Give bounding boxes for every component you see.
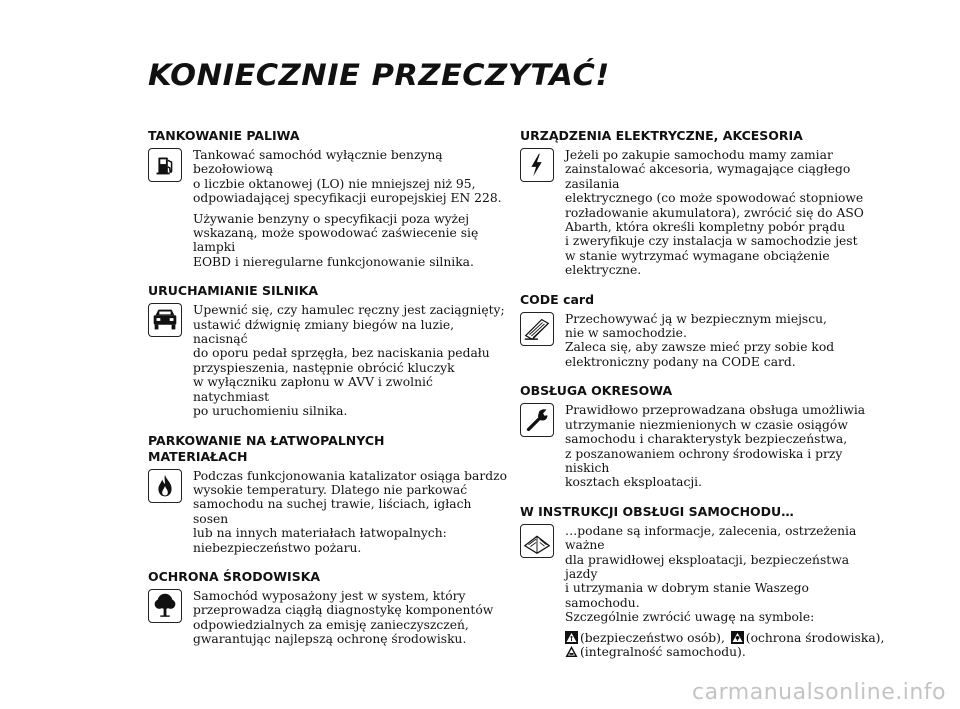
symbol-vehicle-line xyxy=(565,645,880,659)
paragraph: Jeżeli po zakupie samochodu mamy zamiar zainstalować akcesoria, wymagające ciągłego zasilania elektrycznego (co może spowodować stopniowe rozładowanie akumulatora), zwrócić się do ASO Abarth, która określi kompletny pobór prądu i zweryfikuje czy instalacja w samochodzie jest w stanie wytrzymać wymagane obciążenie elektryczne. xyxy=(565,148,864,278)
symbol-safety-line xyxy=(565,630,885,645)
section-engine-start xyxy=(148,283,508,418)
paragraph: Prawidłowo przeprowadzana obsługa umożliwia utrzymanie niezmienionych w czasie osiągów samochodu i charakterystyk bezpieczeństwa, z poszanowaniem ochrony środowiska i przy niskich kosztach eksploatacji. xyxy=(565,403,866,490)
tree-icon xyxy=(148,589,182,623)
section-heading: CODE card xyxy=(520,291,595,307)
section-body xyxy=(148,148,508,269)
section-heading: OCHRONA ŚRODOWISKA xyxy=(148,568,321,584)
code-card-icon xyxy=(520,312,554,346)
section-heading: URUCHAMIANIE SILNIKA xyxy=(148,283,319,299)
fuel-pump-icon xyxy=(148,148,182,182)
section-body xyxy=(148,303,508,418)
section-heading: URZĄDZENIA ELEKTRYCZNE, AKCESORIA xyxy=(520,128,803,143)
symbol-safety-text: (bezpieczeństwo osób), xyxy=(580,630,725,645)
right-column xyxy=(520,128,885,673)
section-heading: TANKOWANIE PALIWA xyxy=(148,128,300,143)
section-maintenance xyxy=(520,383,880,489)
environment-warning-icon xyxy=(731,631,744,644)
paragraph: …podane są informacje, zalecenia, ostrzeżenia ważne dla prawidłowej eksploatacji, bezpieczeństwa jazdy i utrzymania w dobrym stanie Waszego samochodu. Szczególnie zwrócić uwagę na symbole: xyxy=(565,523,857,625)
person-warning-icon xyxy=(565,631,578,644)
paragraph: Upewnić się, czy hamulec ręczny jest zaciągnięty; ustawić dźwignię zmiany biegów na luzie, nacisnąć do oporu pedał sprzęgła, bez naciskania pedału przyspieszenia, następnie obrócić kluczyk w wyłączniku zapłonu w AVV i zwolnić natychmiast po uruchomieniu silnika. xyxy=(193,303,505,419)
paragraph: Przechowywać ją w bezpiecznym miejscu, nie w samochodzie. Zaleca się, aby zawsze mieć przy sobie kod elektroniczny podany na CODE card. xyxy=(565,311,835,369)
section-environment xyxy=(148,569,508,647)
section-fuel xyxy=(148,128,508,269)
section-body xyxy=(520,312,880,370)
section-code-card xyxy=(520,292,880,370)
car-icon xyxy=(148,303,182,337)
book-icon xyxy=(520,524,554,558)
paragraph: Samochód wyposażony jest w system, który przeprowadza ciągłą diagnostykę komponentów odpowiedzialnych za emisję zanieczyszczeń, gwarantując najlepszą ochronę środowisku. xyxy=(193,588,494,647)
paragraph: Podczas funkcjonowania katalizator osiąga bardzo wysokie temperatury. Dlatego nie parkować samochodu na suchej trawie, liściach, igłach sosen lub na innych materiałach łatwopalnych: niebezpieczeństwo pożaru. xyxy=(193,468,507,555)
symbol-vehicle-text: (integralność samochodu). xyxy=(580,644,746,659)
left-column xyxy=(148,128,508,661)
section-body xyxy=(520,403,880,489)
section-parking xyxy=(148,433,508,555)
paragraph: Tankować samochód wyłącznie benzyną bezołowiową o liczbie oktanowej (LO) nie mniejszej niż 95, odpowiadającej specyfikacji europejskiej EN 228. xyxy=(193,148,502,206)
section-body xyxy=(520,148,880,278)
vehicle-warning-icon xyxy=(565,645,578,658)
section-body xyxy=(148,469,508,555)
page-title: KONIECZNIE PRZECZYTAĆ! xyxy=(148,58,610,92)
section-electrical xyxy=(520,128,880,278)
paragraph: Używanie benzyny o specyfikacji poza wyżej wskazaną, może spowodować zaświecenie się lampki EOBD i nieregularne funkcjonowanie silnika. xyxy=(193,211,479,269)
section-heading: PARKOWANIE NA ŁATWOPALNYCH MATERIAŁACH xyxy=(148,432,385,464)
section-heading: OBSŁUGA OKRESOWA xyxy=(520,383,673,399)
fire-icon xyxy=(148,469,182,503)
section-body xyxy=(148,589,508,647)
section-manual xyxy=(520,503,885,660)
watermark: carmanualsonline.info xyxy=(692,680,946,705)
lightning-icon xyxy=(520,148,554,182)
section-body xyxy=(520,523,885,660)
symbol-environment-text: (ochrona środowiska), xyxy=(745,630,885,645)
wrench-icon xyxy=(520,403,554,437)
section-heading: W INSTRUKCJI OBSŁUGI SAMOCHODU… xyxy=(520,503,794,519)
